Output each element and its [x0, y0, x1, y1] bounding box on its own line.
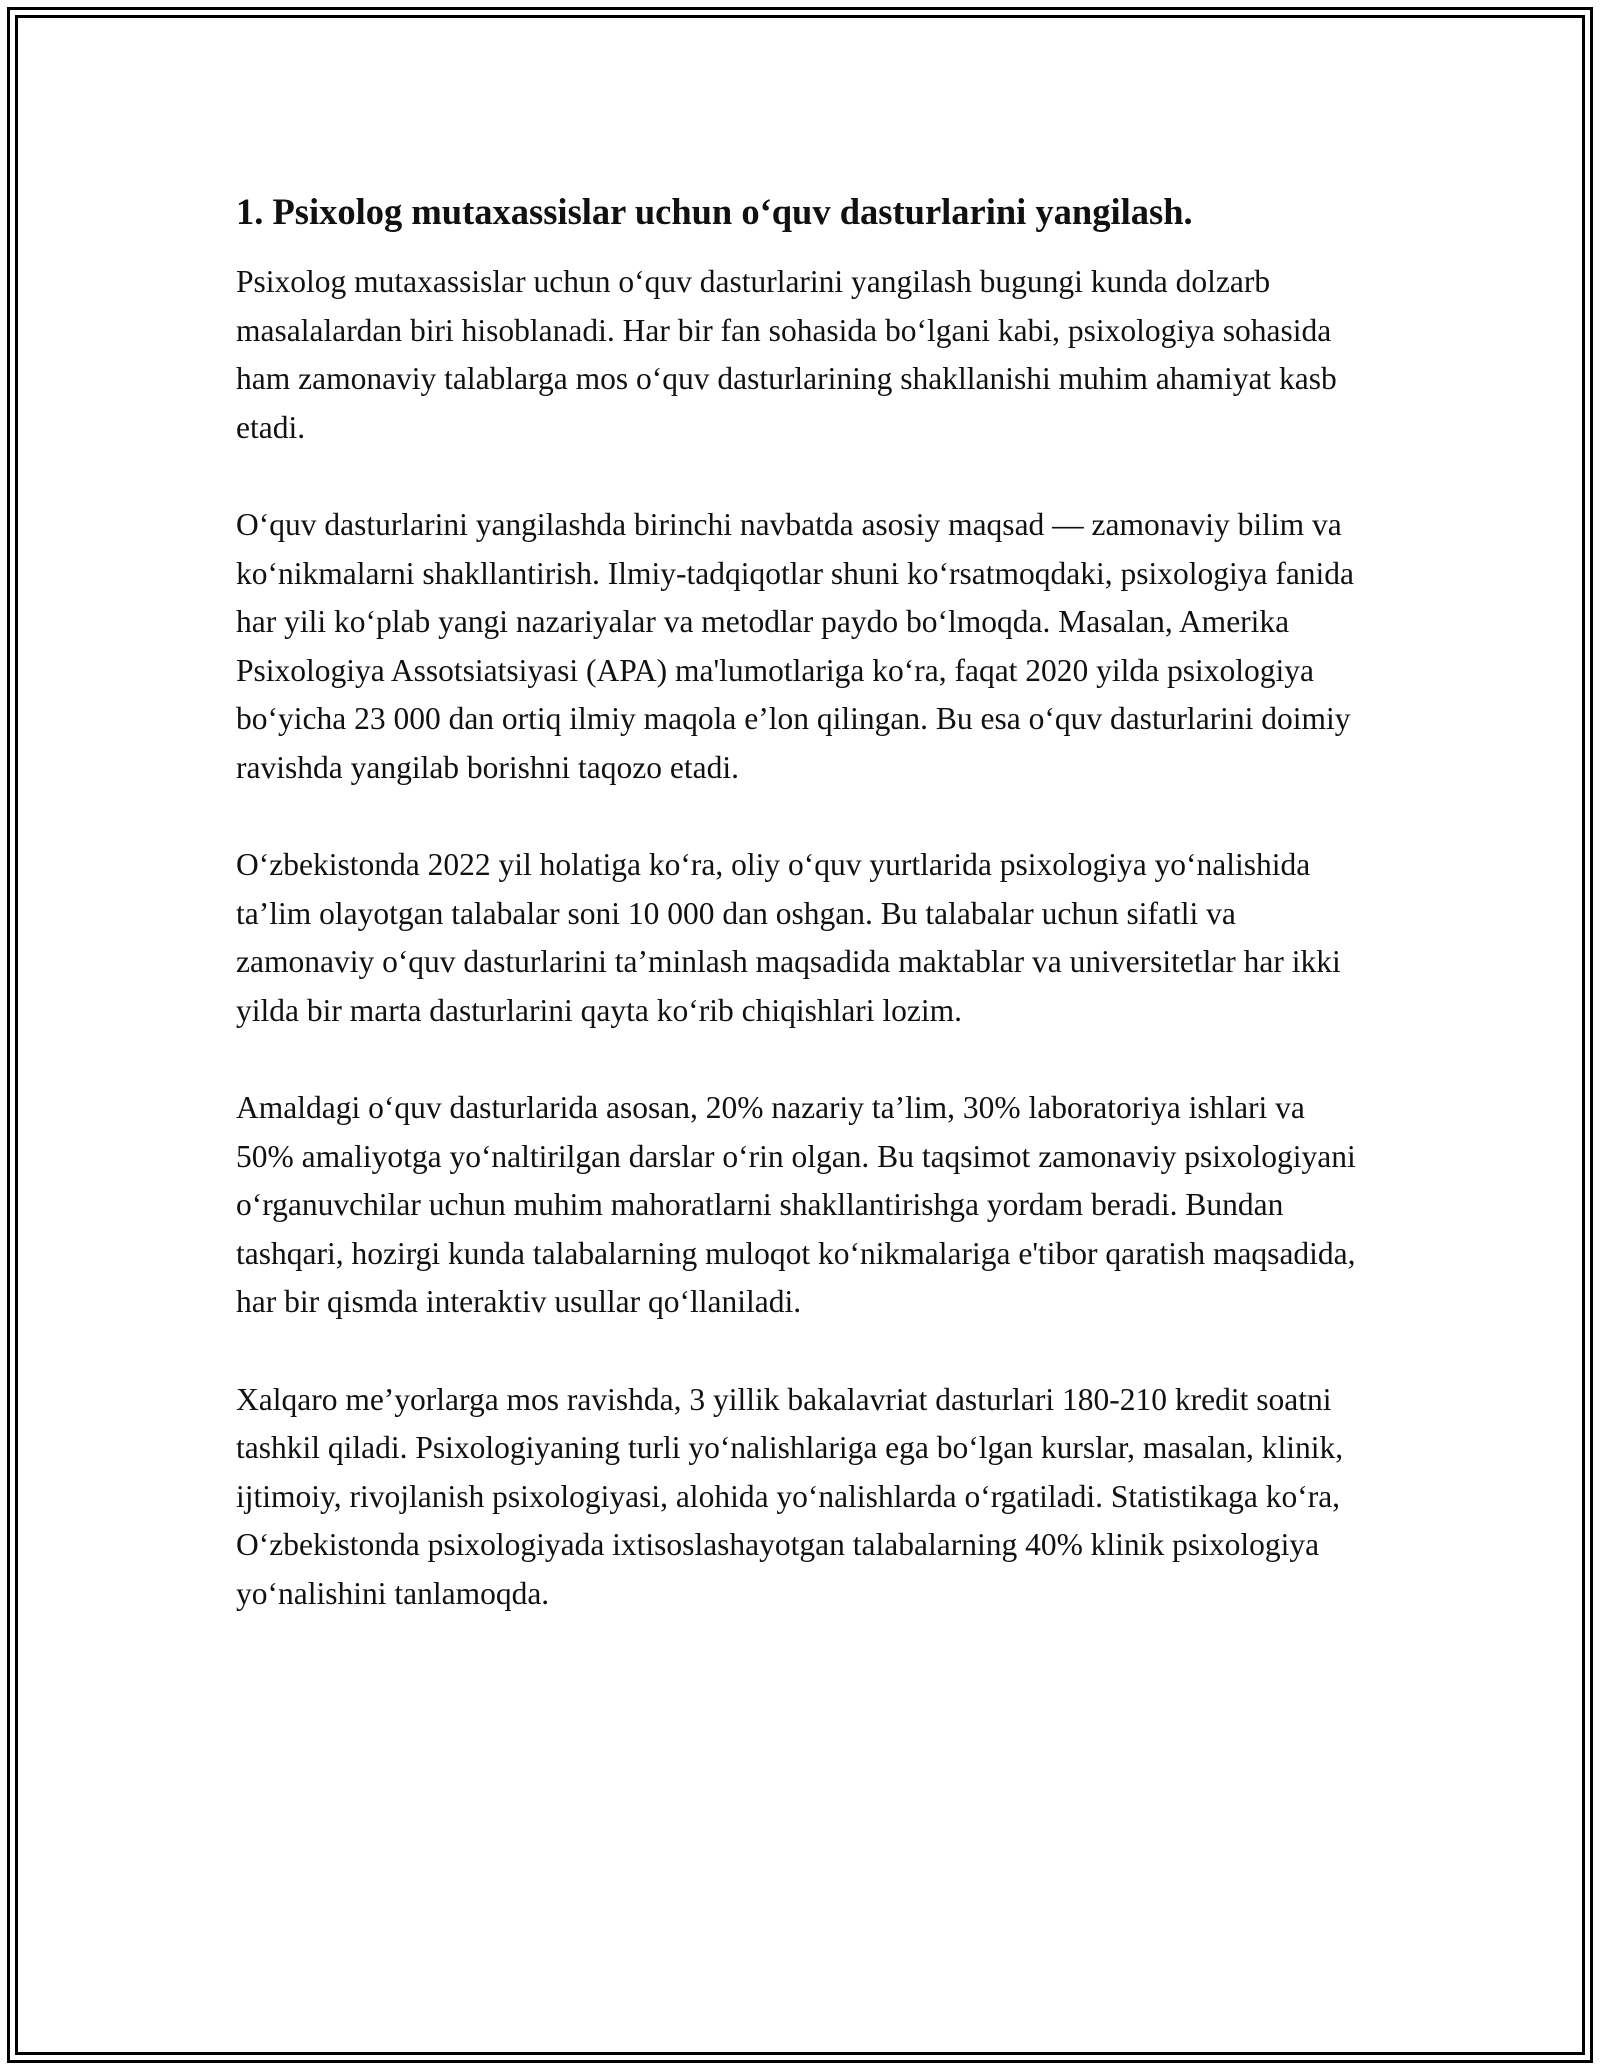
paragraph-curriculum-distribution: Amaldagi o‘quv dasturlarida asosan, 20% nazariy ta’lim, 30% laboratoriya ishlari va 50% amaliyotga yo‘naltirilgan darslar o‘rin olgan. Bu taqsimot zamonaviy psixologiyani o‘rganuvchilar uchun muhim mahoratlarni shakllantirishga yordam beradi. Bundan tashqari, hozirgi kunda talabalarning muloqot ko‘nikmalariga e'tibor qaratish maqsadida, har bir qismda interaktiv usullar qo‘llaniladi.	[236, 1090, 1356, 1320]
document-body	[236, 188, 1366, 1667]
paragraph-modern-knowledge: O‘quv dasturlarini yangilashda birinchi navbatda asosiy maqsad — zamonaviy bilim va ko‘nikmalarni shakllantirish. Ilmiy-tadqiqotlar shuni ko‘rsatmoqdaki, psixologiya fanida har yili ko‘plab yangi nazariyalar va metodlar paydo bo‘lmoqda. Masalan, Amerika Psixologiya Assotsiatsiyasi (APA) ma'lumotlariga ko‘ra, faqat 2020 yilda psixologiya bo‘yicha 23 000 dan ortiq ilmiy maqola e’lon qilingan. Bu esa o‘quv dasturlarini doimiy ravishda yangilab borishni taqozo etadi.	[236, 506, 1355, 785]
paragraph-uzbekistan-students: O‘zbekistonda 2022 yil holatiga ko‘ra, oliy o‘quv yurtlarida psixologiya yo‘nalishida ta’lim olayotgan talabalar soni 10 000 dan oshgan. Bu talabalar uchun sifatli va zamonaviy o‘quv dasturlarini ta’minlash maqsadida maktablar va universitetlar har ikki yilda bir marta dasturlarini qayta ko‘rib chiqishlari lozim.	[236, 847, 1341, 1028]
document-title: 1. Psixolog mutaxassislar uchun o‘quv dasturlarini yangilash.	[236, 191, 1193, 232]
paragraph-curriculum-update: Psixolog mutaxassislar uchun o‘quv dasturlarini yangilash bugungi kunda dolzarb masalalardan biri hisoblanadi. Har bir fan sohasida bo‘lgani kabi, psixologiya sohasida ham zamonaviy talablarga mos o‘quv dasturlarining shakllanishi muhim ahamiyat kasb etadi.	[236, 264, 1337, 445]
paragraph-international-standards: Xalqaro me’yorlarga mos ravishda, 3 yillik bakalavriat dasturlari 180-210 kredit soatni tashkil qiladi. Psixologiyaning turli yo‘nalishlariga ega bo‘lgan kurslar, masalan, klinik, ijtimoiy, rivojlanish psixologiyasi, alohida yo‘nalishlarda o‘rgatiladi. Statistikaga ko‘ra, O‘zbekistonda psixologiyada ixtisoslashayotgan talabalarning 40% klinik psixologiya yo‘nalishini tanlamoqda.	[236, 1381, 1344, 1612]
